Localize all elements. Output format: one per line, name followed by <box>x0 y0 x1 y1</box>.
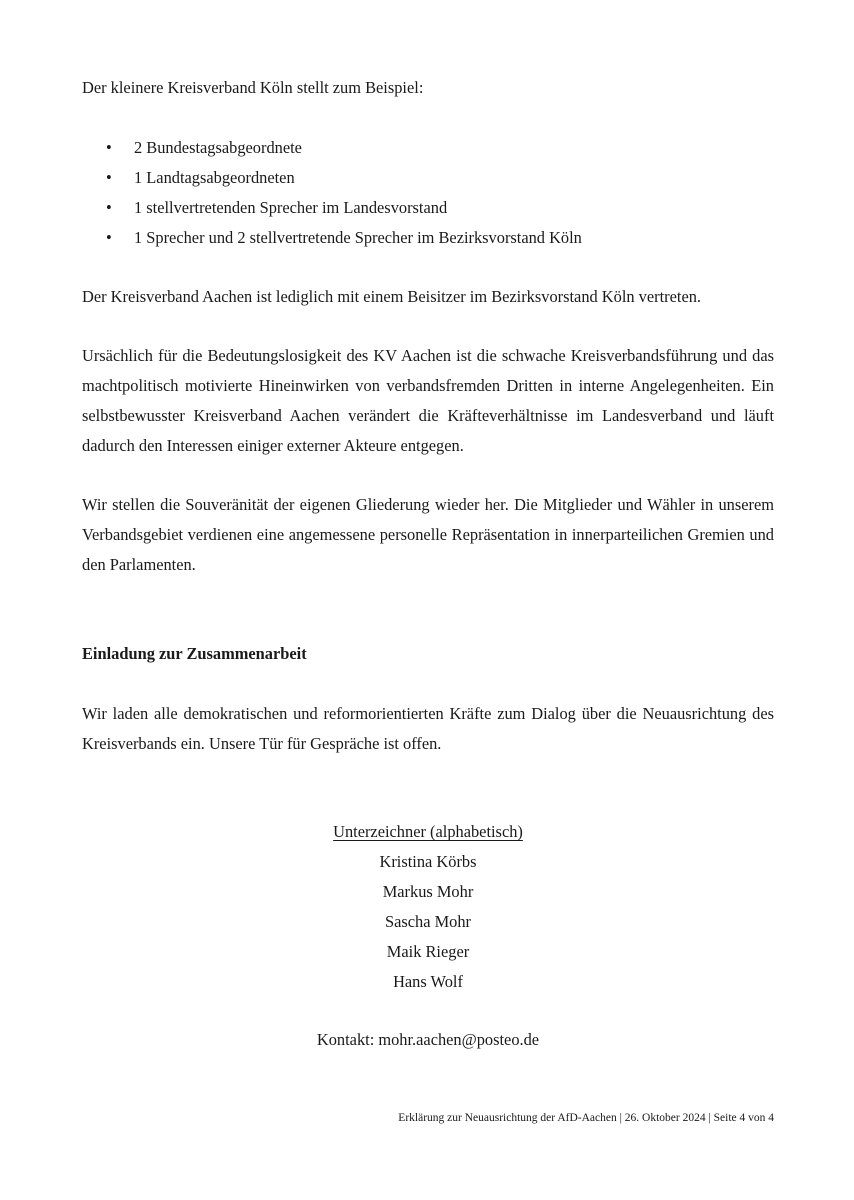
paragraph-invitation: Wir laden alle demokratischen und reformorientierten Kräfte zum Dialog über die Neuausrichtung des Kreisverbands ein. Unsere Tür für Gespräche ist offen. <box>82 704 774 753</box>
signer-name: Markus Mohr <box>382 882 474 901</box>
signers-heading: Unterzeichner (alphabetisch) <box>333 822 523 841</box>
list-item: • 1 Landtagsabgeordneten <box>82 163 582 193</box>
paragraph-sovereignty: Wir stellen die Souveränität der eigenen Gliederung wieder her. Die Mitglieder und Wähler in unserem Verbandsgebiet verdienen eine angemessene personelle Repräsentation in innerparteilichen Gremien und den Parlamenten. <box>82 495 774 574</box>
signer-name: Hans Wolf <box>393 972 463 991</box>
contact-line: Kontakt: mohr.aachen@posteo.de <box>316 1030 540 1049</box>
paragraph-causes: Ursächlich für die Bedeutungslosigkeit des KV Aachen ist die schwache Kreisverbandsführung und das machtpolitisch motivierte Hineinwirken von verbandsfremden Dritten in interne Angelegenheiten. Ein selbstbewusster Kreisverband Aachen verändert die Kräfteverhältnisse im Landesverband und läuft dadurch den Interessen einiger externer Akteure entgegen. <box>82 346 774 455</box>
intro-text: Der kleinere Kreisverband Köln stellt zum Beispiel: <box>82 78 424 97</box>
signer-name: Kristina Körbs <box>379 852 477 871</box>
signer-name: Sascha Mohr <box>384 912 472 931</box>
signers-block <box>82 817 774 997</box>
list-item: • 1 stellvertretenden Sprecher im Landesvorstand <box>82 193 582 223</box>
signer-name: Maik Rieger <box>386 942 470 961</box>
list-item: • 2 Bundestagsabgeordnete <box>82 133 582 163</box>
section-heading: Einladung zur Zusammenarbeit <box>82 644 307 663</box>
list-item: • 1 Sprecher und 2 stellvertretende Sprecher im Bezirksvorstand Köln <box>82 223 582 253</box>
bullet-list <box>82 133 582 253</box>
page-footer: Erklärung zur Neuausrichtung der AfD-Aachen | 26. Oktober 2024 | Seite 4 von 4 <box>398 1112 774 1124</box>
paragraph-aachen-representation: Der Kreisverband Aachen ist lediglich mit einem Beisitzer im Bezirksvorstand Köln vertreten. <box>82 287 702 306</box>
